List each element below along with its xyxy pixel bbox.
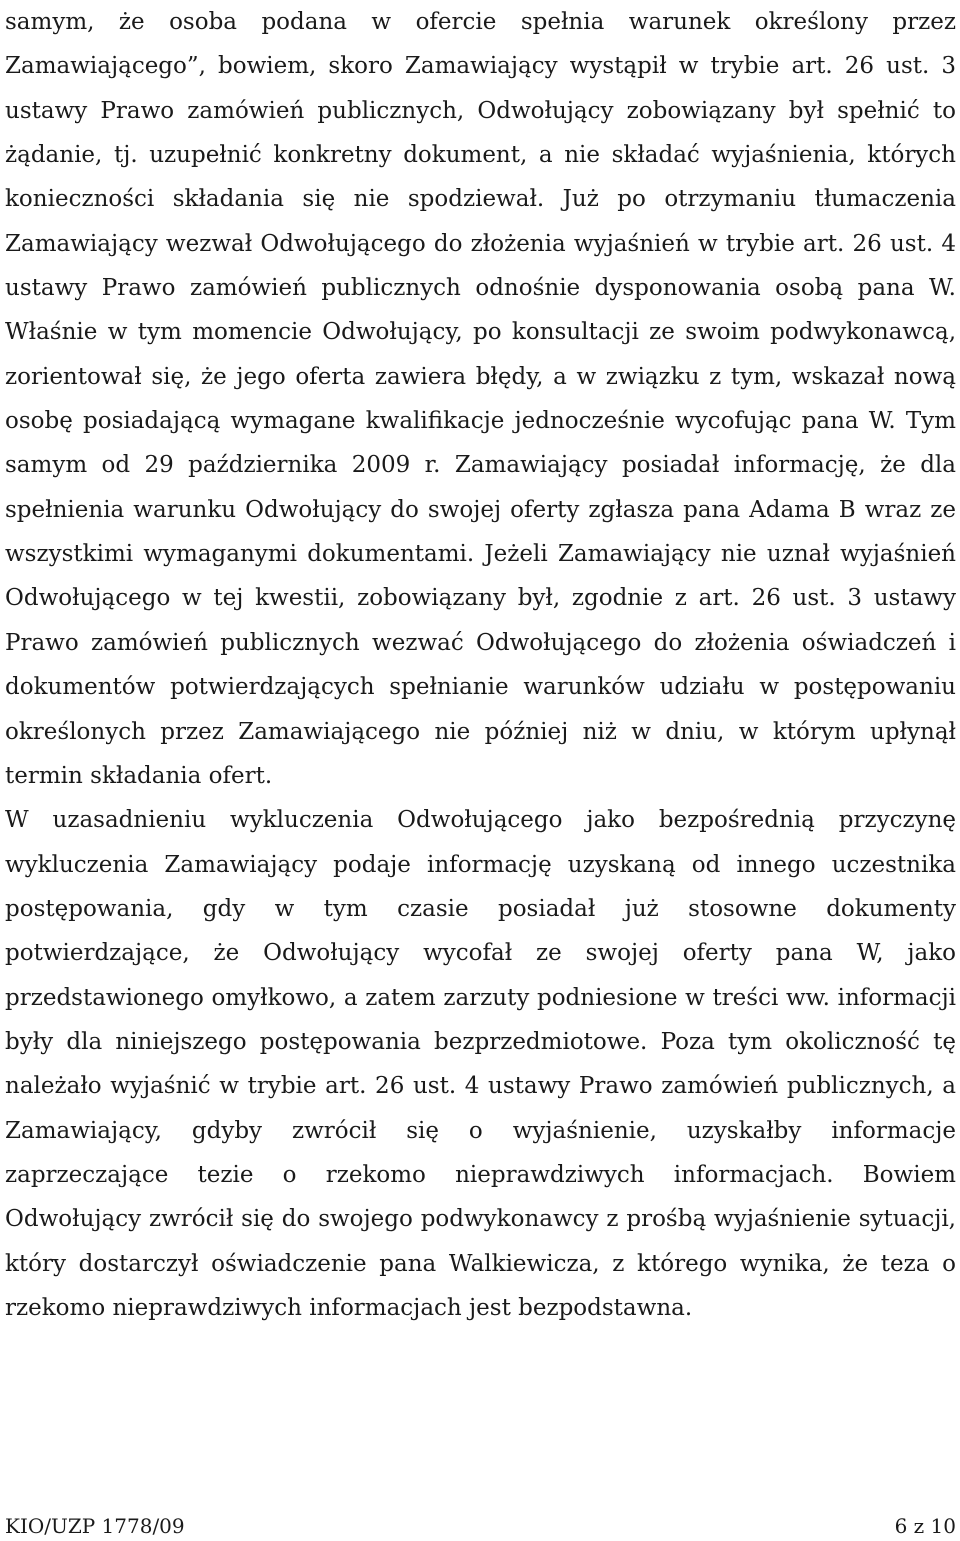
document-body — [5, 0, 956, 1330]
page-number: 6 z 10 — [894, 1514, 956, 1538]
case-number: KIO/UZP 1778/09 — [5, 1514, 185, 1538]
paragraph-1: samym, że osoba podana w ofercie spełnia warunek określony przez Zamawiającego”, bowiem, skoro Zamawiający wystąpił w trybie art. 26 ust. 3 ustawy Prawo zamówień publicznych, Odwołujący zobowiązany był spełnić to żądanie, tj. uzupełnić konkretny dokument, a nie składać wyjaśnienia, których konieczności składania się nie spodziewał. Już po otrzymaniu tłumaczenia Zamawiający wezwał Odwołującego do złożenia wyjaśnień w trybie art. 26 ust. 4 ustawy Prawo zamówień publicznych odnośnie dysponowania osobą pana W. Właśnie w tym momencie Odwołujący, po konsultacji ze swoim podwykonawcą, zorientował się, że jego oferta zawiera błędy, a w związku z tym, wskazał nową osobę posiadającą wymagane kwalifikacje jednocześnie wycofując pana W. Tym samym od 29 października 2009 r. Zamawiający posiadał informację, że dla spełnienia warunku Odwołujący do swojej oferty zgłasza pana Adama B wraz ze wszystkimi wymaganymi dokumentami. Jeżeli Zamawiający nie uznał wyjaśnień Odwołującego w tej kwestii, zobowiązany był, zgodnie z art. 26 ust. 3 ustawy Prawo zamówień publicznych wezwać Odwołującego do złożenia oświadczeń i dokumentów potwierdzających spełnianie warunków udziału w postępowaniu określonych przez Zamawiającego nie później niż w dniu, w którym upłynął termin składania ofert. — [5, 9, 956, 789]
paragraph-2: W uzasadnieniu wykluczenia Odwołującego jako bezpośrednią przyczynę wykluczenia Zamawiający podaje informację uzyskaną od innego uczestnika postępowania, gdy w tym czasie posiadał już stosowne dokumenty potwierdzające, że Odwołujący wycofał ze swojej oferty pana W, jako przedstawionego omyłkowo, a zatem zarzuty podniesione w treści ww. informacji były dla niniejszego postępowania bezprzedmiotowe. Poza tym okoliczność tę należało wyjaśnić w trybie art. 26 ust. 4 ustawy Prawo zamówień publicznych, a Zamawiający, gdyby zwrócił się o wyjaśnienie, uzyskałby informacje zaprzeczające tezie o rzekomo nieprawdziwych informacjach. Bowiem Odwołujący zwrócił się do swojego podwykonawcy z prośbą wyjaśnienie sytuacji, który dostarczył oświadczenie pana Walkiewicza, z którego wynika, że teza o rzekomo nieprawdziwych informacjach jest bezpodstawna. — [5, 807, 956, 1321]
page-footer — [5, 1514, 956, 1538]
